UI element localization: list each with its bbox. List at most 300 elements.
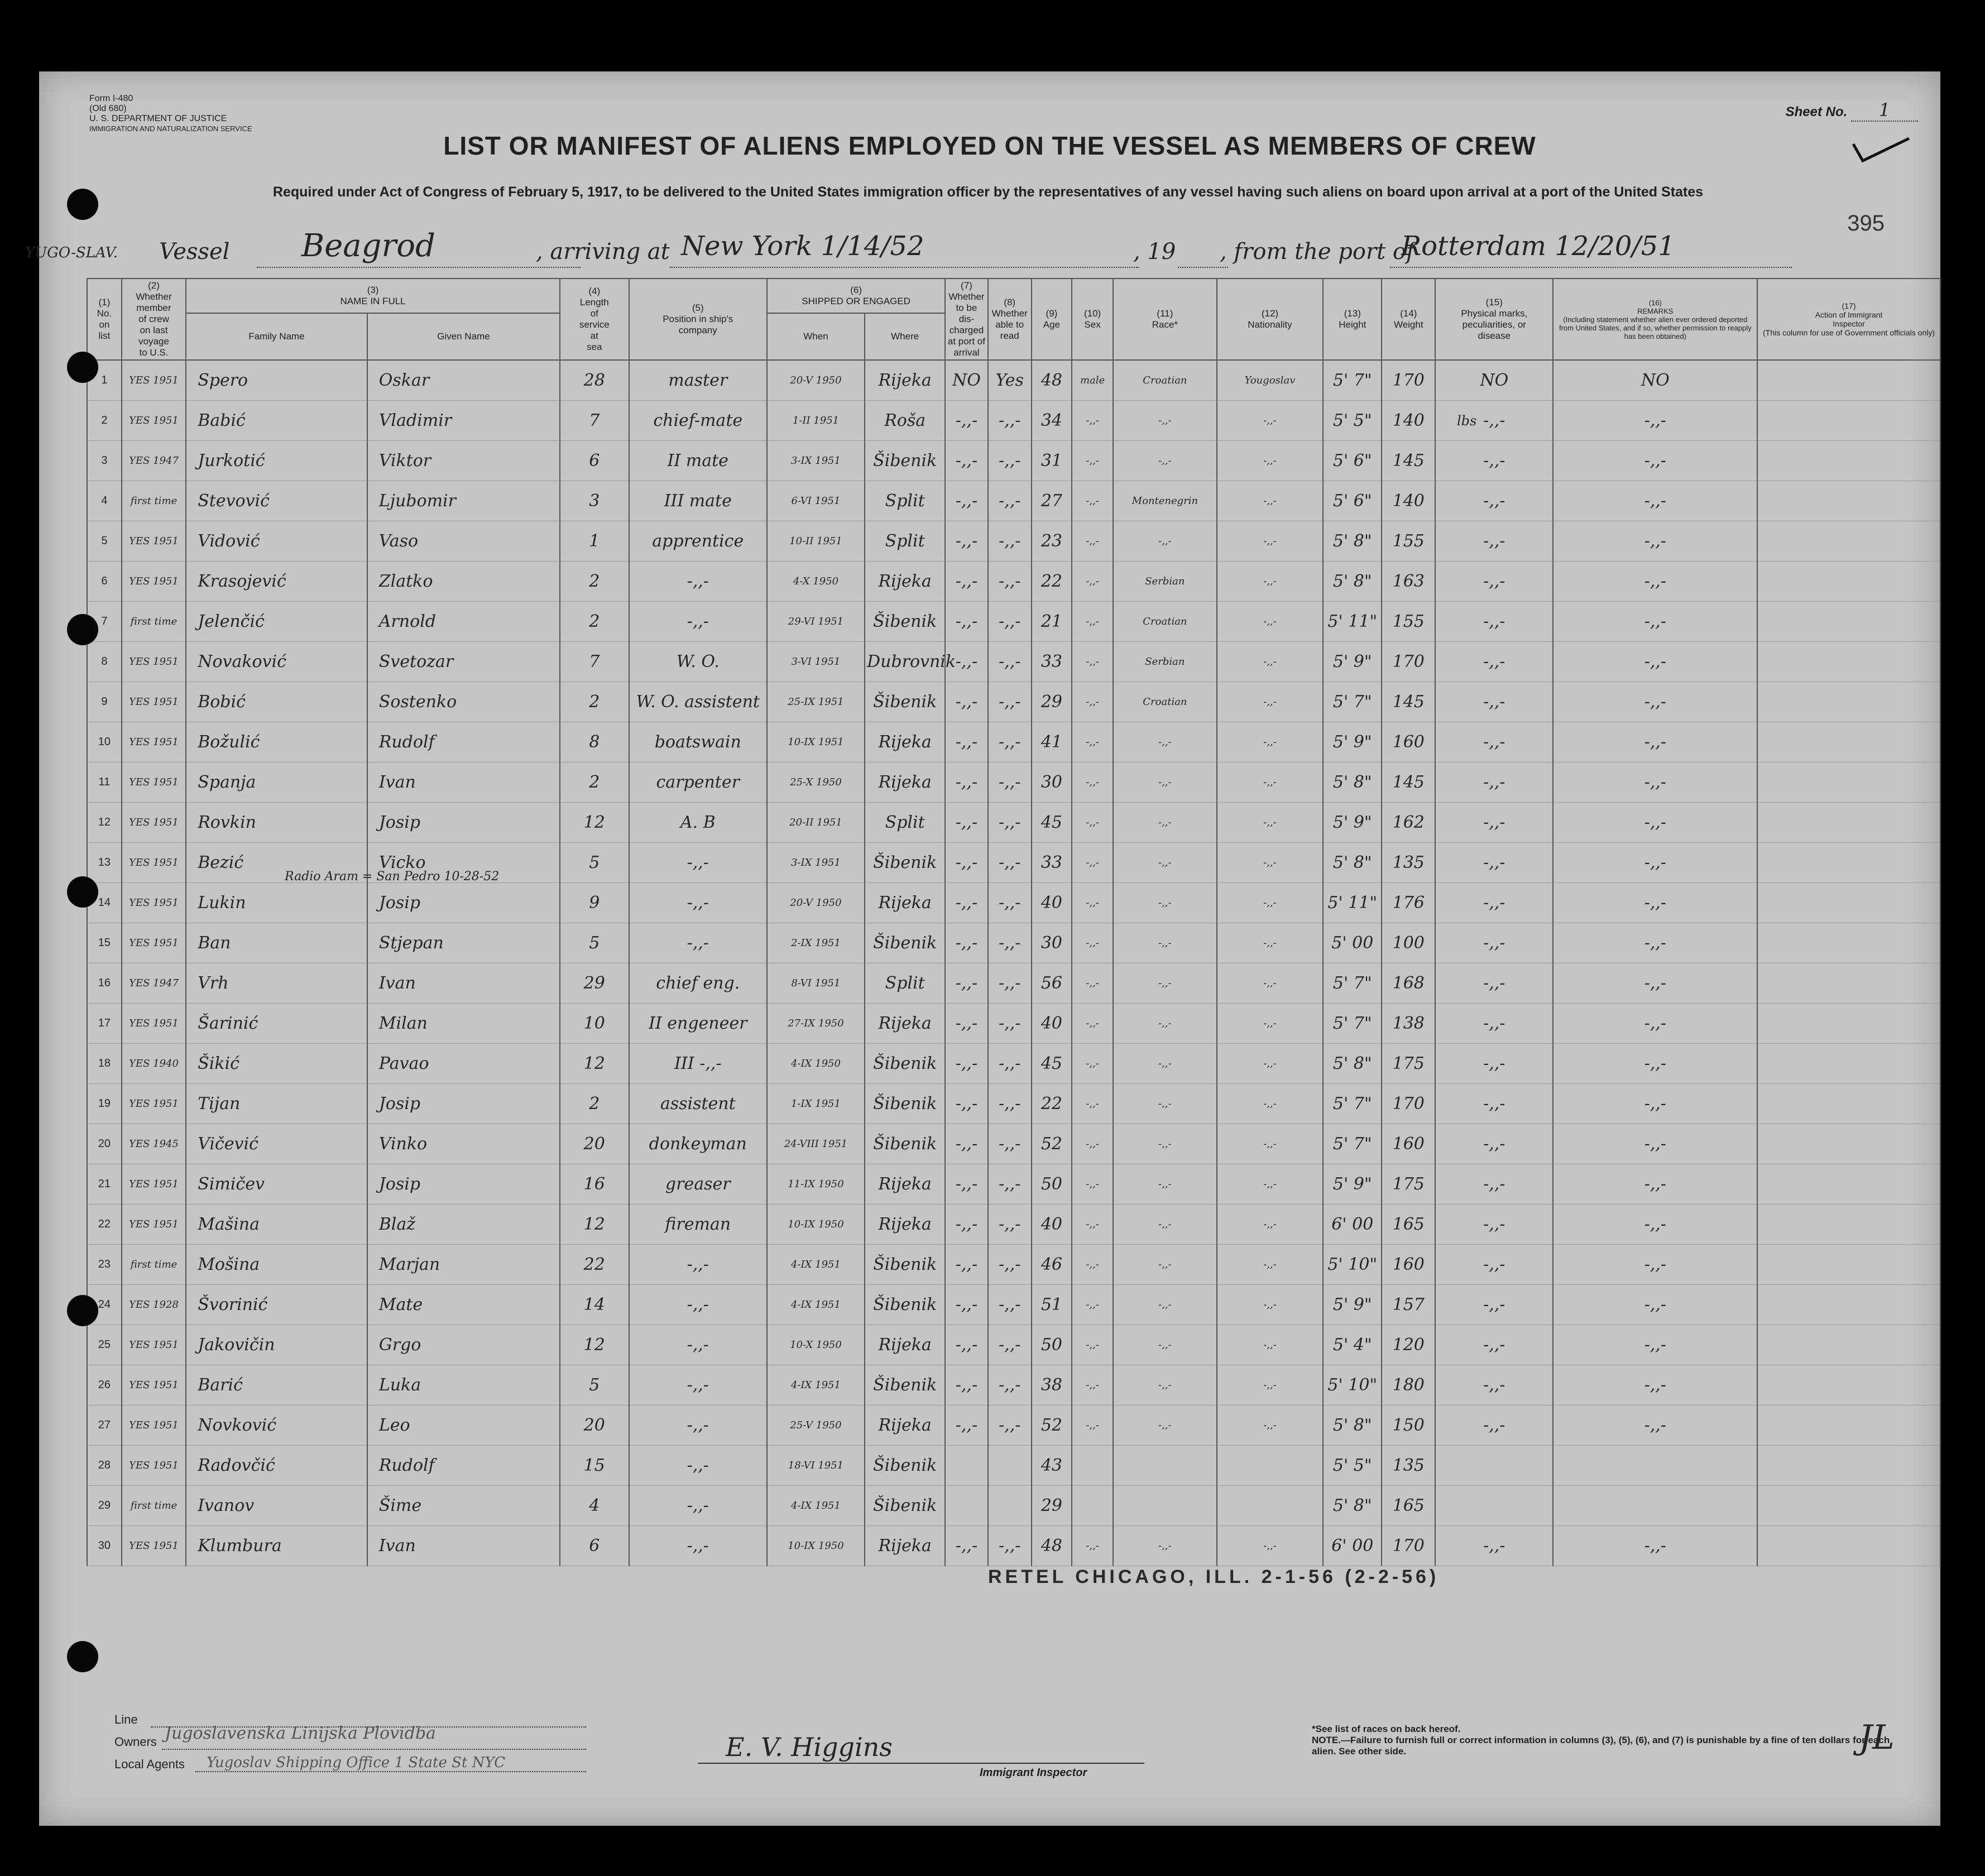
discharged-cell: -,,- [945, 1044, 987, 1084]
race-cell: Serbian [1113, 642, 1216, 682]
position-cell: donkeyman [629, 1124, 767, 1164]
weight-cell: 157 [1382, 1285, 1435, 1325]
able-to-read-cell: -,,- [988, 441, 1032, 481]
row-number-cell: 12 [87, 803, 122, 843]
position-cell: -,,- [629, 1405, 767, 1446]
remarks-cell: -,,- [1553, 762, 1757, 803]
weight-cell: 162 [1382, 803, 1435, 843]
row-number-cell: 6 [87, 562, 122, 602]
shipped-when-cell: 3-IX 1951 [767, 441, 865, 481]
family-name-cell: Jurkotić [186, 441, 367, 481]
col-header-shipped-or-engaged: (6) SHIPPED OR ENGAGED [767, 279, 945, 313]
shipped-where-cell: Rijeka [865, 562, 945, 602]
length-of-service-cell: 12 [560, 1205, 629, 1245]
penalty-note: NOTE.—Failure to furnish full or correct information in columns (3), (5), (6), and (7) is punishable by a fine of ten dollars for each alien. See other side. [1312, 1735, 1890, 1757]
discharged-cell: -,,- [945, 1004, 987, 1044]
age-cell: 22 [1032, 562, 1072, 602]
shipped-when-cell: 4-IX 1951 [767, 1486, 865, 1526]
length-of-service-cell: 9 [560, 883, 629, 923]
height-cell: 5' 9" [1323, 642, 1382, 682]
sheet-number-label: Sheet No. [1785, 104, 1848, 119]
height-cell: 5' 8" [1323, 562, 1382, 602]
remarks-cell: -,,- [1553, 722, 1757, 762]
inspector-action-cell [1757, 1044, 1940, 1084]
nationality-cell: -,,- [1217, 1365, 1324, 1405]
binder-hole-1 [67, 189, 98, 220]
physical-marks-cell: -,,- [1435, 803, 1553, 843]
given-name-cell: Milan [367, 1004, 560, 1044]
length-of-service-cell: 12 [560, 1044, 629, 1084]
table-row [87, 1446, 1940, 1486]
position-cell: III -,,- [629, 1044, 767, 1084]
physical-marks-cell: -,,- [1435, 441, 1553, 481]
sex-cell [1072, 1446, 1113, 1486]
shipped-where-cell: Rijeka [865, 883, 945, 923]
race-cell: -,,- [1113, 401, 1216, 441]
inspector-action-cell [1757, 1446, 1940, 1486]
nationality-cell: -,,- [1217, 1325, 1324, 1365]
table-row [87, 441, 1940, 481]
position-cell: -,,- [629, 1365, 767, 1405]
shipped-when-cell: 24-VIII 1951 [767, 1124, 865, 1164]
inspector-action-cell [1757, 1245, 1940, 1285]
able-to-read-cell: -,,- [988, 843, 1032, 883]
sex-cell: -,,- [1072, 843, 1113, 883]
race-cell: Croatian [1113, 602, 1216, 642]
previous-voyage-cell: YES 1951 [122, 803, 186, 843]
sex-cell: -,,- [1072, 481, 1113, 521]
binder-hole-4 [67, 876, 98, 908]
inspector-signature: E. V. Higgins [726, 1732, 893, 1762]
position-cell: assistent [629, 1084, 767, 1124]
race-cell: Croatian [1113, 682, 1216, 722]
previous-voyage-cell: YES 1951 [122, 1084, 186, 1124]
able-to-read-cell: -,,- [988, 1084, 1032, 1124]
length-of-service-cell: 5 [560, 843, 629, 883]
race-cell [1113, 1486, 1216, 1526]
table-row [87, 401, 1940, 441]
row-number-cell: 25 [87, 1325, 122, 1365]
weight-cell: 170 [1382, 642, 1435, 682]
col-header-race: (11) Race* [1113, 279, 1216, 360]
able-to-read-cell: -,,- [988, 1365, 1032, 1405]
nationality-cell: Yougoslav [1217, 360, 1324, 401]
remarks-cell: -,,- [1553, 1365, 1757, 1405]
from-port-value: Rotterdam 12/20/51 [1401, 231, 1675, 262]
col-header-weight: (14) Weight [1382, 279, 1435, 360]
nationality-cell [1217, 1486, 1324, 1526]
shipped-where-cell: Šibenik [865, 441, 945, 481]
family-name-cell: Bezić [186, 843, 367, 883]
race-cell: -,,- [1113, 1205, 1216, 1245]
family-name-cell: Babić [186, 401, 367, 441]
col-header-position: (5) Position in ship's company [629, 279, 767, 360]
family-name-cell: Mašina [186, 1205, 367, 1245]
table-row [87, 803, 1940, 843]
inspector-action-cell [1757, 1486, 1940, 1526]
discharged-cell: NO [945, 360, 987, 401]
physical-marks-cell: -,,- [1435, 923, 1553, 963]
shipped-when-cell: 10-X 1950 [767, 1325, 865, 1365]
previous-voyage-cell: YES 1940 [122, 1044, 186, 1084]
able-to-read-cell: Yes [988, 360, 1032, 401]
table-row [87, 602, 1940, 642]
position-cell: W. O. assistent [629, 682, 767, 722]
length-of-service-cell: 8 [560, 722, 629, 762]
race-cell: -,,- [1113, 1164, 1216, 1205]
race-cell: -,,- [1113, 1285, 1216, 1325]
table-row [87, 1405, 1940, 1446]
nationality-cell: -,,- [1217, 1205, 1324, 1245]
position-cell: -,,- [629, 923, 767, 963]
row-number-cell: 7 [87, 602, 122, 642]
position-cell: -,,- [629, 562, 767, 602]
row-number-cell: 2 [87, 401, 122, 441]
family-name-cell: Bobić [186, 682, 367, 722]
owners-label: Owners [114, 1735, 157, 1749]
discharged-cell: -,,- [945, 1405, 987, 1446]
table-row [87, 1526, 1940, 1566]
col-header-inspector-action: (17) Action of Immigrant Inspector (This column for use of Government officials only) [1757, 279, 1940, 360]
row-number-cell: 10 [87, 722, 122, 762]
physical-marks-cell: -,,- [1435, 521, 1553, 562]
table-row [87, 883, 1940, 923]
discharged-cell: -,,- [945, 521, 987, 562]
col-header-given-name: Given Name [367, 313, 560, 360]
discharged-cell: -,,- [945, 762, 987, 803]
inspector-action-cell [1757, 562, 1940, 602]
shipped-when-cell: 25-X 1950 [767, 762, 865, 803]
family-name-cell: Radovčić [186, 1446, 367, 1486]
form-number: Form I-480 [89, 94, 133, 103]
weight-cell: 170 [1382, 1084, 1435, 1124]
length-of-service-cell: 2 [560, 762, 629, 803]
remarks-cell: -,,- [1553, 843, 1757, 883]
inspector-action-cell [1757, 843, 1940, 883]
inspector-action-cell [1757, 722, 1940, 762]
previous-voyage-cell: YES 1951 [122, 1205, 186, 1245]
inspector-action-cell [1757, 1365, 1940, 1405]
physical-marks-cell: -,,- [1435, 562, 1553, 602]
height-cell: 6' 00 [1323, 1526, 1382, 1566]
col-header-height: (13) Height [1323, 279, 1382, 360]
position-cell: -,,- [629, 1486, 767, 1526]
physical-marks-cell: -,,- [1435, 1285, 1553, 1325]
age-cell: 48 [1032, 1526, 1072, 1566]
race-cell: -,,- [1113, 883, 1216, 923]
shipped-where-cell: Split [865, 963, 945, 1004]
physical-marks-cell: -,,- [1435, 1164, 1553, 1205]
shipped-where-cell: Šibenik [865, 1084, 945, 1124]
row-number-cell: 28 [87, 1446, 122, 1486]
position-cell: chief-mate [629, 401, 767, 441]
sex-cell: -,,- [1072, 1526, 1113, 1566]
previous-voyage-cell: YES 1947 [122, 963, 186, 1004]
previous-voyage-cell: YES 1951 [122, 401, 186, 441]
inspector-action-cell [1757, 1124, 1940, 1164]
race-cell: Serbian [1113, 562, 1216, 602]
age-cell: 40 [1032, 1004, 1072, 1044]
nationality-cell: -,,- [1217, 1526, 1324, 1566]
discharged-cell: -,,- [945, 722, 987, 762]
inspector-action-cell [1757, 803, 1940, 843]
row-number-cell: 17 [87, 1004, 122, 1044]
col-header-family-name: Family Name [186, 313, 367, 360]
shipped-when-cell: 4-IX 1950 [767, 1044, 865, 1084]
race-note: *See list of races on back hereof. [1312, 1724, 1461, 1734]
sex-cell: -,,- [1072, 803, 1113, 843]
weight-cell: 100 [1382, 923, 1435, 963]
sheet-number-value: 1 [1851, 99, 1918, 122]
weight-cell: 165 [1382, 1205, 1435, 1245]
physical-marks-cell: -,,- [1435, 1205, 1553, 1245]
able-to-read-cell: -,,- [988, 1526, 1032, 1566]
race-cell: -,,- [1113, 1526, 1216, 1566]
remarks-cell: -,,- [1553, 1004, 1757, 1044]
weight-cell: 176 [1382, 883, 1435, 923]
discharged-cell: -,,- [945, 1245, 987, 1285]
sex-cell: -,,- [1072, 1004, 1113, 1044]
discharged-cell [945, 1486, 987, 1526]
given-name-cell: Josip [367, 883, 560, 923]
weight-cell: 175 [1382, 1044, 1435, 1084]
height-cell: 5' 7" [1323, 360, 1382, 401]
shipped-when-cell: 3-IX 1951 [767, 843, 865, 883]
previous-voyage-cell: YES 1951 [122, 562, 186, 602]
shipped-where-cell: Šibenik [865, 1446, 945, 1486]
shipped-when-cell: 4-IX 1951 [767, 1285, 865, 1325]
given-name-cell: Josip [367, 1084, 560, 1124]
inspector-action-cell [1757, 1164, 1940, 1205]
row-number-cell: 18 [87, 1044, 122, 1084]
length-of-service-cell: 5 [560, 1365, 629, 1405]
age-cell: 50 [1032, 1325, 1072, 1365]
nationality-cell: -,,- [1217, 762, 1324, 803]
able-to-read-cell: -,,- [988, 1245, 1032, 1285]
race-cell: -,,- [1113, 1124, 1216, 1164]
col-header-length-of-service: (4) Length of service at sea [560, 279, 629, 360]
age-cell: 22 [1032, 1084, 1072, 1124]
table-row [87, 1325, 1940, 1365]
remarks-cell: -,,- [1553, 1124, 1757, 1164]
shipped-when-cell: 1-II 1951 [767, 401, 865, 441]
given-name-cell: Oskar [367, 360, 560, 401]
shipped-when-cell: 10-IX 1950 [767, 1205, 865, 1245]
discharged-cell: -,,- [945, 843, 987, 883]
shipped-where-cell: Šibenik [865, 1245, 945, 1285]
remarks-cell: -,,- [1553, 1245, 1757, 1285]
given-name-cell: Rudolf [367, 722, 560, 762]
inspector-action-cell [1757, 1084, 1940, 1124]
age-cell: 34 [1032, 401, 1072, 441]
col-header-able-to-read: (8) Whether able to read [988, 279, 1032, 360]
weight-cell: 150 [1382, 1405, 1435, 1446]
row-number-cell: 14 [87, 883, 122, 923]
row-number-cell: 5 [87, 521, 122, 562]
remarks-cell: -,,- [1553, 1285, 1757, 1325]
shipped-when-cell: 29-VI 1951 [767, 602, 865, 642]
nationality-cell: -,,- [1217, 803, 1324, 843]
row-number-cell: 20 [87, 1124, 122, 1164]
arriving-label: , arriving at [536, 239, 670, 265]
col-header-remarks: (16) REMARKS (Including statement whether alien ever ordered deported from United States, and if so, whether permission to reapply has been obtained) [1553, 279, 1757, 360]
sex-cell: -,,- [1072, 441, 1113, 481]
table-row [87, 682, 1940, 722]
shipped-when-cell: 20-II 1951 [767, 803, 865, 843]
sex-cell: -,,- [1072, 602, 1113, 642]
able-to-read-cell: -,,- [988, 1004, 1032, 1044]
remarks-cell: -,,- [1553, 562, 1757, 602]
shipped-when-cell: 4-IX 1951 [767, 1365, 865, 1405]
weight-cell: 163 [1382, 562, 1435, 602]
race-cell: -,,- [1113, 1245, 1216, 1285]
table-row [87, 521, 1940, 562]
shipped-where-cell: Šibenik [865, 1486, 945, 1526]
family-name-cell: Simičev [186, 1164, 367, 1205]
family-name-cell: Mošina [186, 1245, 367, 1285]
discharged-cell: -,,- [945, 1285, 987, 1325]
shipped-when-cell: 4-IX 1951 [767, 1245, 865, 1285]
weight-cell: 175 [1382, 1164, 1435, 1205]
sex-cell: -,,- [1072, 642, 1113, 682]
remarks-cell: -,,- [1553, 923, 1757, 963]
previous-voyage-cell: YES 1951 [122, 1164, 186, 1205]
sex-cell: -,,- [1072, 1325, 1113, 1365]
previous-voyage-cell: YES 1951 [122, 1004, 186, 1044]
age-cell: 38 [1032, 1365, 1072, 1405]
table-row [87, 1084, 1940, 1124]
age-cell: 33 [1032, 642, 1072, 682]
family-name-cell: Krasojević [186, 562, 367, 602]
sex-cell: -,,- [1072, 401, 1113, 441]
position-cell: -,,- [629, 1245, 767, 1285]
row-number-cell: 29 [87, 1486, 122, 1526]
length-of-service-cell: 2 [560, 562, 629, 602]
race-cell: -,,- [1113, 441, 1216, 481]
race-cell: -,,- [1113, 762, 1216, 803]
remarks-cell: -,,- [1553, 803, 1757, 843]
remarks-cell [1553, 1446, 1757, 1486]
age-cell: 29 [1032, 682, 1072, 722]
inspector-initials: JL [1859, 1718, 1895, 1757]
from-port-line [1390, 267, 1792, 268]
row-number-cell: 15 [87, 923, 122, 963]
height-cell: 5' 8" [1323, 521, 1382, 562]
discharged-cell: -,,- [945, 1124, 987, 1164]
weight-cell: 145 [1382, 762, 1435, 803]
given-name-cell: Josip [367, 1164, 560, 1205]
family-name-cell: Lukin [186, 883, 367, 923]
sex-cell: -,,- [1072, 521, 1113, 562]
length-of-service-cell: 2 [560, 1084, 629, 1124]
weight-cell: 138 [1382, 1004, 1435, 1044]
length-of-service-cell: 20 [560, 1124, 629, 1164]
discharged-cell: -,,- [945, 401, 987, 441]
height-cell: 5' 11" [1323, 883, 1382, 923]
length-of-service-cell: 20 [560, 1405, 629, 1446]
nationality-cell: -,,- [1217, 1164, 1324, 1205]
position-cell: -,,- [629, 883, 767, 923]
previous-voyage-cell: YES 1951 [122, 642, 186, 682]
vessel-flag-note: YUGO-SLAV. [25, 244, 118, 261]
nationality-cell: -,,- [1217, 562, 1324, 602]
able-to-read-cell: -,,- [988, 1285, 1032, 1325]
given-name-cell: Blaž [367, 1205, 560, 1245]
sex-cell: -,,- [1072, 562, 1113, 602]
remarks-cell: -,,- [1553, 682, 1757, 722]
shipped-where-cell: Split [865, 803, 945, 843]
given-name-cell: Vinko [367, 1124, 560, 1164]
weight-cell: 160 [1382, 1245, 1435, 1285]
length-of-service-cell: 4 [560, 1486, 629, 1526]
discharged-cell: -,,- [945, 682, 987, 722]
shipped-when-cell: 1-IX 1951 [767, 1084, 865, 1124]
family-name-cell: Spero [186, 360, 367, 401]
race-cell: -,,- [1113, 1405, 1216, 1446]
height-cell: 5' 5" [1323, 1446, 1382, 1486]
position-cell: A. B [629, 803, 767, 843]
agents-value: Yugoslav Shipping Office 1 State St NYC [207, 1754, 505, 1771]
inspector-action-cell [1757, 682, 1940, 722]
nationality-cell: -,,- [1217, 1004, 1324, 1044]
age-cell: 29 [1032, 1486, 1072, 1526]
length-of-service-cell: 3 [560, 481, 629, 521]
able-to-read-cell: -,,- [988, 1405, 1032, 1446]
owners-field [162, 1749, 586, 1750]
weight-cell: 145 [1382, 682, 1435, 722]
family-name-cell: Stevović [186, 481, 367, 521]
table-row [87, 1205, 1940, 1245]
discharged-cell: -,,- [945, 642, 987, 682]
position-cell: -,,- [629, 843, 767, 883]
weight-cell: 160 [1382, 722, 1435, 762]
vessel-name: Beagrod [301, 228, 435, 264]
col-header-age: (9) Age [1032, 279, 1072, 360]
row-number-cell: 27 [87, 1405, 122, 1446]
length-of-service-cell: 12 [560, 803, 629, 843]
table-row [87, 722, 1940, 762]
physical-marks-cell: -,,- [1435, 762, 1553, 803]
weight-unit-note: lbs [1457, 413, 1477, 429]
height-cell: 5' 8" [1323, 1044, 1382, 1084]
family-name-cell: Barić [186, 1365, 367, 1405]
height-cell: 5' 9" [1323, 1285, 1382, 1325]
shipped-when-cell: 27-IX 1950 [767, 1004, 865, 1044]
race-cell: Croatian [1113, 360, 1216, 401]
table-row [87, 1245, 1940, 1285]
discharged-cell: -,,- [945, 923, 987, 963]
discharged-cell: -,,- [945, 1325, 987, 1365]
form-old-number: (Old 680) [89, 104, 127, 113]
binder-hole-2 [67, 352, 98, 383]
vessel-label: Vessel [159, 239, 230, 265]
row-number-cell: 1 [87, 360, 122, 401]
year-line [1178, 267, 1228, 268]
physical-marks-cell: -,,- [1435, 1124, 1553, 1164]
nationality-cell: -,,- [1217, 441, 1324, 481]
previous-voyage-cell: YES 1951 [122, 682, 186, 722]
row-number-cell: 23 [87, 1245, 122, 1285]
shipped-where-cell: Šibenik [865, 1124, 945, 1164]
sex-cell: -,,- [1072, 1285, 1113, 1325]
shipped-when-cell: 20-V 1950 [767, 360, 865, 401]
crew-manifest-table [87, 278, 1941, 1566]
discharged-cell [945, 1446, 987, 1486]
row-number-cell: 11 [87, 762, 122, 803]
given-name-cell: Ivan [367, 762, 560, 803]
shipped-where-cell: Rijeka [865, 1325, 945, 1365]
shipped-where-cell: Rijeka [865, 762, 945, 803]
